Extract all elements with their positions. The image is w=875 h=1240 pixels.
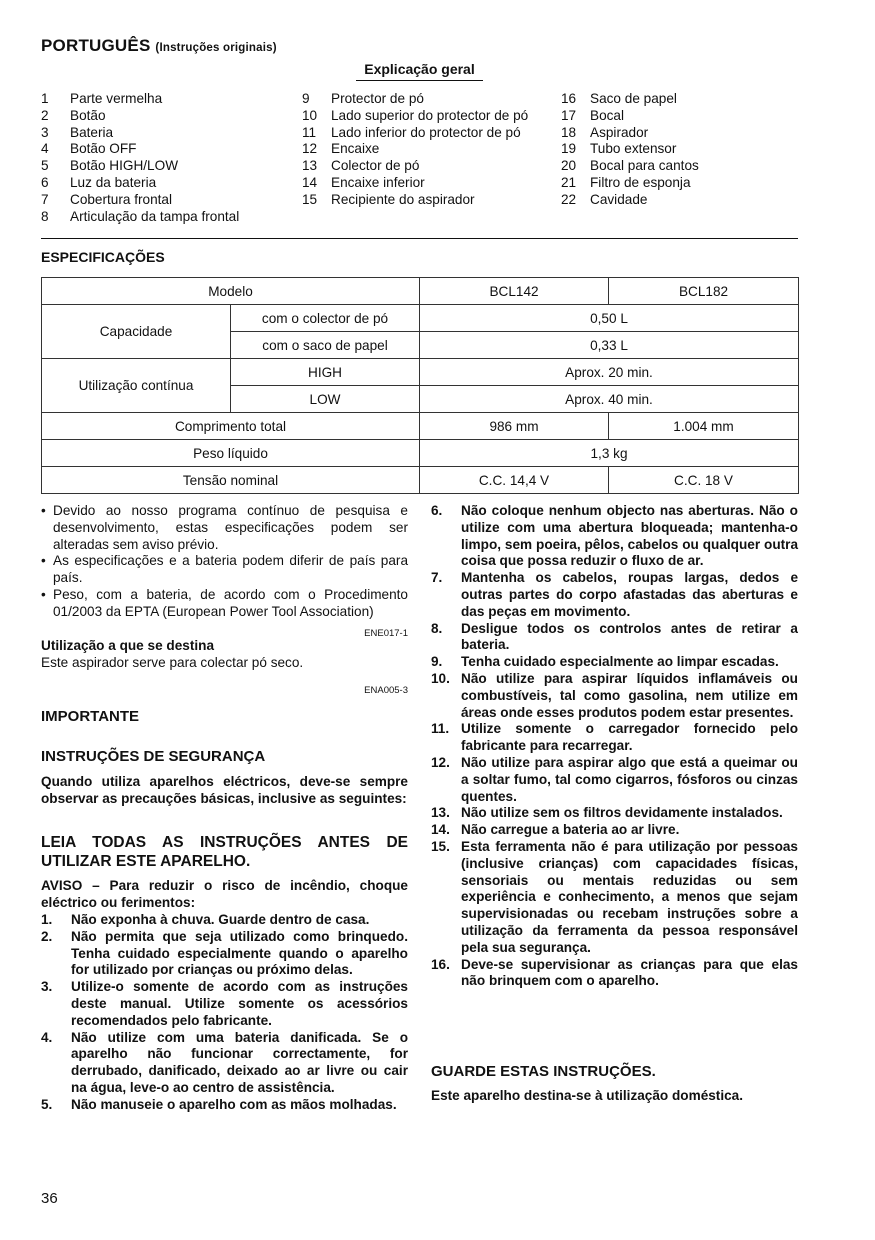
table-cell: C.C. 14,4 V [420, 467, 609, 494]
specifications-table [41, 277, 799, 494]
part-number: 21 [561, 174, 577, 190]
table-cell: com o colector de pó [231, 305, 420, 332]
part-label: Cavidade [590, 191, 648, 207]
list-item [431, 721, 798, 755]
part-label: Bateria [70, 124, 114, 140]
save-instructions-heading: GUARDE ESTAS INSTRUÇÕES. [431, 1063, 656, 1080]
part-label: Botão OFF [70, 141, 137, 157]
list-item [41, 1097, 408, 1114]
table-cell: LOW [231, 386, 420, 413]
part-number: 11 [302, 124, 317, 140]
item-text: Não utilize com uma bateria danificada. Se o aparelho não funcionar correctamente, for derrubado, danificado, deixado ao ar livre ou cair na água, leve-o ao centro de assistência. [71, 1029, 408, 1095]
part-label: Bocal para cantos [590, 158, 699, 174]
list-item [41, 979, 408, 1029]
part-number: 15 [302, 191, 318, 207]
item-number: 8. [431, 620, 443, 636]
list-item [431, 621, 798, 655]
list-item [431, 822, 798, 839]
language-note: (Instruções originais) [155, 42, 277, 54]
warning-text: AVISO – Para reduzir o risco de incêndio, choque eléctrico ou ferimentos: [41, 878, 408, 910]
table-row [42, 440, 799, 467]
page-number: 36 [41, 1190, 58, 1207]
list-item [41, 503, 408, 553]
part-label: Parte vermelha [70, 91, 163, 106]
table-cell: Utilização contínua [42, 359, 231, 413]
list-item [41, 587, 408, 621]
list-item [302, 141, 547, 158]
part-number: 6 [41, 174, 49, 190]
item-text: Tenha cuidado especialmente ao limpar escadas. [461, 654, 779, 670]
importante-heading: IMPORTANTE [41, 708, 140, 725]
safety-intro: Quando utiliza aparelhos eléctricos, deve-se sempre observar as precauções básicas, inclusive as seguintes: [41, 774, 408, 806]
doc-code: ENE017-1 [364, 628, 408, 639]
item-text: Não carregue a bateria ao ar livre. [461, 822, 680, 838]
item-number: 9. [431, 654, 443, 670]
list-item [41, 192, 291, 209]
item-text: Mantenha os cabelos, roupas largas, dedos e outras partes do corpo afastadas das aberturas e das peças em movimento. [461, 570, 798, 619]
table-cell: 986 mm [420, 413, 609, 440]
table-cell: Capacidade [42, 305, 231, 359]
item-number: 5. [41, 1096, 53, 1112]
item-number: 11. [431, 721, 450, 737]
list-item [561, 108, 791, 125]
part-number: 4 [41, 141, 49, 157]
part-number: 14 [302, 174, 318, 190]
table-cell: 0,50 L [420, 305, 799, 332]
item-number: 1. [41, 912, 53, 927]
intended-use-title: Utilização a que se destina [41, 638, 215, 653]
part-label: Saco de papel [590, 91, 677, 106]
note-text: Peso, com a bateria, de acordo com o Procedimento 01/2003 da EPTA (European Power Tool Association) [53, 586, 408, 619]
parts-list-col1 [41, 91, 291, 225]
intended-use-text: Este aspirador serve para colectar pó seco. [41, 655, 304, 670]
part-label: Protector de pó [331, 91, 424, 106]
list-item [302, 175, 547, 192]
bullet-icon: • [41, 586, 46, 602]
part-number: 13 [302, 158, 318, 174]
part-label: Recipiente do aspirador [331, 191, 475, 207]
part-label: Tubo extensor [590, 141, 677, 157]
list-item [431, 957, 798, 991]
part-number: 7 [41, 191, 49, 207]
list-item [302, 91, 547, 108]
item-number: 6. [431, 503, 443, 518]
bullet-icon: • [41, 553, 46, 569]
list-item [561, 91, 791, 108]
list-item [41, 91, 291, 108]
list-item [41, 141, 291, 158]
table-cell: BCL142 [420, 278, 609, 305]
item-text: Não permita que seja utilizado como brinquedo. Tenha cuidado especialmente quando o aparelho for utilizado por crianças ou próximo delas. [71, 928, 408, 978]
item-text: Utilize-o somente de acordo com as instruções deste manual. Utilize somente os acessórios recomendados pelo fabricante. [71, 979, 408, 1028]
table-cell: 1.004 mm [609, 413, 799, 440]
list-item [41, 158, 291, 175]
list-item [561, 141, 791, 158]
item-text: Não manuseie o aparelho com as mãos molhadas. [71, 1096, 397, 1112]
list-item [41, 108, 291, 125]
part-number: 8 [41, 208, 49, 224]
table-cell: com o saco de papel [231, 332, 420, 359]
page-title [41, 36, 277, 56]
list-item [41, 912, 408, 929]
item-number: 2. [41, 928, 53, 944]
list-item [302, 192, 547, 209]
note-text: Devido ao nosso programa contínuo de pesquisa e desenvolvimento, estas especificações podem ser alteradas sem aviso prévio. [53, 503, 408, 552]
divider [41, 238, 798, 239]
bullet-icon: • [41, 503, 46, 518]
part-number: 20 [561, 158, 577, 174]
list-item [431, 671, 798, 721]
list-item [41, 929, 408, 979]
item-number: 4. [41, 1029, 53, 1045]
list-item [302, 158, 547, 175]
part-label: Botão [70, 107, 106, 123]
item-text: Não utilize sem os filtros devidamente instalados. [461, 805, 783, 821]
table-cell: Tensão nominal [42, 467, 420, 494]
list-item [561, 192, 791, 209]
part-label: Encaixe [331, 141, 380, 157]
safety-list-left [41, 912, 408, 1114]
part-label: Articulação da tampa frontal [70, 208, 240, 224]
part-number: 19 [561, 141, 577, 157]
part-label: Cobertura frontal [70, 191, 173, 207]
item-number: 16. [431, 956, 450, 972]
list-item [41, 553, 408, 587]
table-cell: HIGH [231, 359, 420, 386]
doc-code: ENA005-3 [364, 685, 408, 696]
part-label: Luz da bateria [70, 174, 157, 190]
safety-title: INSTRUÇÕES DE SEGURANÇA [41, 748, 266, 765]
item-number: 3. [41, 979, 53, 995]
table-cell: Aprox. 40 min. [420, 386, 799, 413]
part-number: 16 [561, 91, 577, 106]
part-label: Lado inferior do protector de pó [331, 124, 521, 140]
parts-list-col2 [302, 91, 547, 209]
part-label: Bocal [590, 107, 625, 123]
language-title: PORTUGUÊS [41, 36, 151, 55]
table-cell: Modelo [42, 278, 420, 305]
item-text: Não utilize para aspirar algo que está a queimar ou a soltar fumo, tal como cigarros, fósforos ou cinzas quentes. [461, 754, 798, 804]
item-text: Esta ferramenta não é para utilização por pessoas (inclusive crianças) com capacidades físicas, sensoriais ou mentais reduzidas ou sem experiência e conhecimento, a menos que sejam supervisionadas ou recebam instruções sobre a utilização da ferramenta da pessoa responsável pela sua segurança. [461, 838, 798, 955]
item-number: 10. [431, 670, 450, 686]
part-label: Colector de pó [331, 158, 420, 174]
list-item [431, 755, 798, 805]
item-number: 14. [431, 822, 450, 838]
list-item [41, 175, 291, 192]
read-all-heading: LEIA TODAS AS INSTRUÇÕES ANTES DE UTILIZAR ESTE APARELHO. [41, 834, 408, 870]
part-number: 5 [41, 158, 49, 174]
list-item [561, 158, 791, 175]
note-text: As especificações e a bateria podem diferir de país para país. [53, 553, 408, 586]
table-cell: C.C. 18 V [609, 467, 799, 494]
spec-notes [41, 503, 408, 621]
list-item [561, 175, 791, 192]
item-text: Não utilize para aspirar líquidos inflamáveis ou combustíveis, tal como gasolina, nem utilize em áreas onde esses produtos podem estar presentes. [461, 670, 798, 720]
list-item [302, 125, 547, 142]
item-number: 13. [431, 805, 450, 821]
list-item [431, 570, 798, 620]
part-number: 3 [41, 124, 49, 140]
part-label: Lado superior do protector de pó [331, 107, 529, 123]
table-row [42, 359, 799, 386]
safety-list-right [431, 503, 798, 990]
item-text: Desligue todos os controlos antes de retirar a bateria. [461, 620, 798, 653]
section-title-explanation: Explicação geral [356, 61, 483, 81]
item-number: 12. [431, 754, 450, 770]
list-item [302, 108, 547, 125]
part-number: 10 [302, 107, 318, 123]
table-row [42, 305, 799, 332]
table-row [42, 413, 799, 440]
table-cell: BCL182 [609, 278, 799, 305]
parts-list-col3 [561, 91, 791, 209]
list-item [431, 654, 798, 671]
list-item [431, 839, 798, 957]
table-row [42, 278, 799, 305]
part-number: 12 [302, 141, 318, 157]
part-label: Botão HIGH/LOW [70, 158, 179, 174]
item-text: Não coloque nenhum objecto nas aberturas. Não o utilize com uma abertura bloqueada; mantenha-o limpo, sem poeira, pêlos, cabelos ou qualquer outra coisa que possa reduzir o fluxo de ar. [461, 503, 798, 569]
part-number: 1 [41, 91, 49, 106]
item-number: 15. [431, 838, 450, 854]
item-text: Utilize somente o carregador fornecido pelo fabricante para recarregar. [461, 721, 798, 754]
item-number: 7. [431, 570, 443, 586]
part-label: Encaixe inferior [331, 174, 425, 190]
part-label: Aspirador [590, 124, 649, 140]
table-cell: 0,33 L [420, 332, 799, 359]
table-cell: Peso líquido [42, 440, 420, 467]
list-item [41, 209, 291, 226]
part-number: 2 [41, 107, 49, 123]
part-number: 22 [561, 191, 577, 207]
list-item [561, 125, 791, 142]
item-text: Não exponha à chuva. Guarde dentro de casa. [71, 912, 370, 927]
list-item [431, 805, 798, 822]
table-cell: Aprox. 20 min. [420, 359, 799, 386]
domestic-use-note: Este aparelho destina-se à utilização doméstica. [431, 1088, 744, 1103]
list-item [41, 125, 291, 142]
part-number: 9 [302, 91, 310, 106]
table-row [42, 467, 799, 494]
list-item [431, 503, 798, 570]
part-label: Filtro de esponja [590, 174, 691, 190]
list-item [41, 1030, 408, 1097]
table-cell: Comprimento total [42, 413, 420, 440]
item-text: Deve-se supervisionar as crianças para que elas não brinquem com o aparelho. [461, 956, 798, 989]
section-title-specifications: ESPECIFICAÇÕES [41, 249, 165, 265]
part-number: 17 [561, 107, 577, 123]
table-cell: 1,3 kg [420, 440, 799, 467]
part-number: 18 [561, 124, 577, 140]
